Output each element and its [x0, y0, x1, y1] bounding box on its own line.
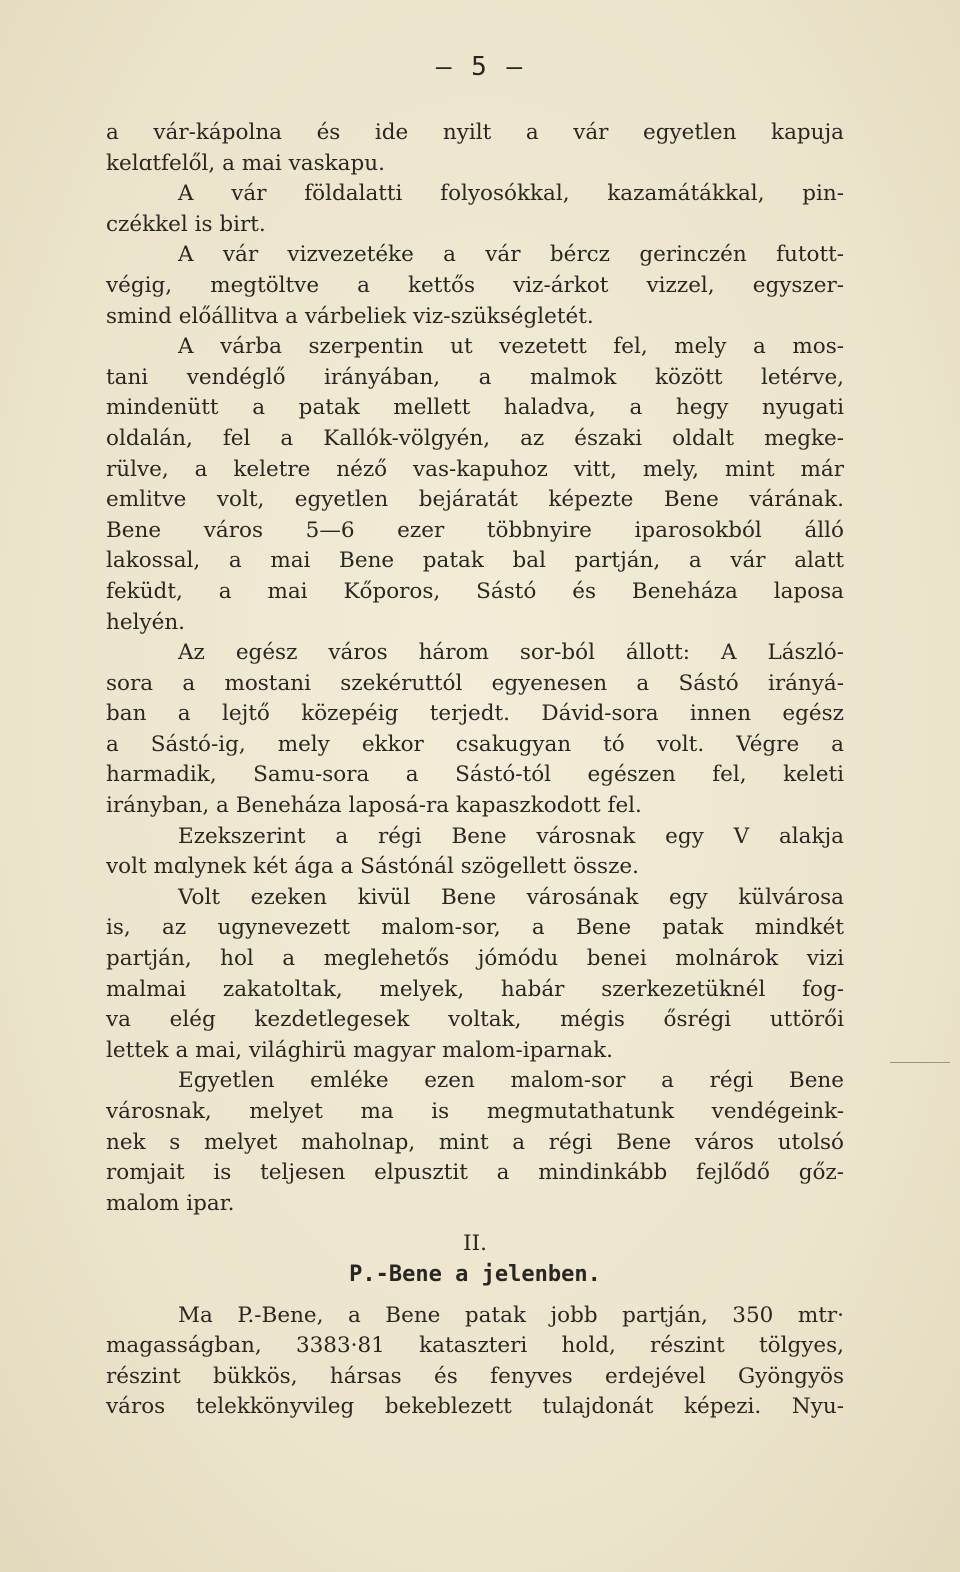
text-line: kelɑtfelől, a mai vaskapu. [106, 150, 385, 176]
text-line: tani vendéglő irányában, a malmok között letérve, [106, 364, 844, 390]
margin-rule [890, 1062, 950, 1063]
text-line: nek s melyet maholnap, mint a régi Bene város utolsó [106, 1129, 844, 1155]
text-line: helyén. [106, 609, 185, 635]
text-line: Volt ezeken kivül Bene városának egy külvárosa [178, 884, 844, 910]
text-line: oldalán, fel a Kallók-völgyén, az északi oldalt megke- [106, 425, 844, 451]
text-line: lakossal, a mai Bene patak bal partján, a vár alatt [106, 548, 844, 574]
text-line: feküdt, a mai Kőporos, Sástó és Beneháza laposa [106, 578, 844, 604]
text-line: A várba szerpentin ut vezetett fel, mely a mos- [178, 334, 844, 360]
text-line: sora a mostani szekéruttól egyenesen a Sástó irányá- [106, 670, 844, 696]
text-line: a vár-kápolna és ide nyilt a vár egyetlen kapuja [106, 120, 844, 145]
text-line: is, az ugynevezett malom-sor, a Bene patak mindkét [106, 915, 844, 941]
text-line: Bene város 5—6 ezer többnyire iparosokból álló [106, 517, 844, 543]
text-line: harmadik, Samu-sora a Sástó-tól egészen fel, keleti [106, 762, 844, 788]
text-line: mindenütt a patak mellett haladva, a hegy nyugati [106, 395, 844, 421]
section-gap [106, 1291, 844, 1301]
text-line: emlitve volt, egyetlen bejáratát képezte Bene várának. [106, 487, 844, 513]
text-line: lettek a mai, világhirü magyar malom-iparnak. [106, 1037, 614, 1063]
text-line: irányban, a Beneháza laposá-ra kapaszkodott fel. [106, 793, 642, 819]
text-line: va elég kezdetlegesek voltak, mégis ősrégi uttörői [106, 1007, 844, 1033]
text-line: rülve, a keletre néző vas-kapuhoz vitt, mely, mint már [106, 456, 844, 482]
page-number: — 5 — [435, 52, 525, 82]
text-line: Az egész város három sor-ból állott: A László- [178, 640, 844, 666]
section-number: II. [463, 1231, 487, 1257]
text-line: smind előállitva a várbeliek viz-szükségletét. [106, 303, 594, 329]
text-line: ban a lejtő közepéig terjedt. Dávid-sora innen egész [106, 701, 844, 727]
text-line: A vár vizvezetéke a vár bércz gerinczén futott- [178, 242, 844, 268]
text-line: magasságban, 3383·81 kataszteri hold, részint tölgyes, [106, 1333, 844, 1359]
body-text [106, 118, 844, 1423]
text-line: czékkel is birt. [106, 211, 266, 237]
section-title: P.-Bene a jelenben. [349, 1261, 601, 1287]
text-line: malom ipar. [106, 1190, 235, 1216]
text-line: városnak, melyet ma is megmutathatunk vendégeink- [106, 1099, 844, 1124]
text-line: város telekkönyvileg bekeblezett tulajdonát képezi. Nyu- [106, 1394, 844, 1420]
text-line: végig, megtöltve a kettős viz-árkot vizzel, egyszer- [106, 272, 844, 298]
text-line: Egyetlen emléke ezen malom-sor a régi Bene [178, 1068, 844, 1094]
text-line: Ezekszerint a régi Bene városnak egy V alakja [178, 823, 844, 849]
text-line: malmai zakatoltak, melyek, habár szerkezetüknél fog- [106, 976, 844, 1002]
text-line: romjait is teljesen elpusztit a mindinkább fejlődő gőz- [106, 1160, 844, 1186]
text-line: a Sástó-ig, mely ekkor csakugyan tó volt. Végre a [106, 731, 844, 757]
section-gap [106, 1219, 844, 1229]
text-line: volt mɑlynek két ága a Sástónál szögellett össze. [106, 854, 639, 880]
text-line: részint bükkös, hársas és fenyves erdejével Gyöngyös [106, 1363, 844, 1389]
text-line: partján, hol a meglehetős jómódu benei molnárok vizi [106, 946, 844, 972]
text-line: Ma P.-Bene, a Bene patak jobb partján, 350 mtr· [178, 1302, 844, 1328]
text-line: A vár földalatti folyosókkal, kazamátákkal, pin- [178, 181, 844, 207]
